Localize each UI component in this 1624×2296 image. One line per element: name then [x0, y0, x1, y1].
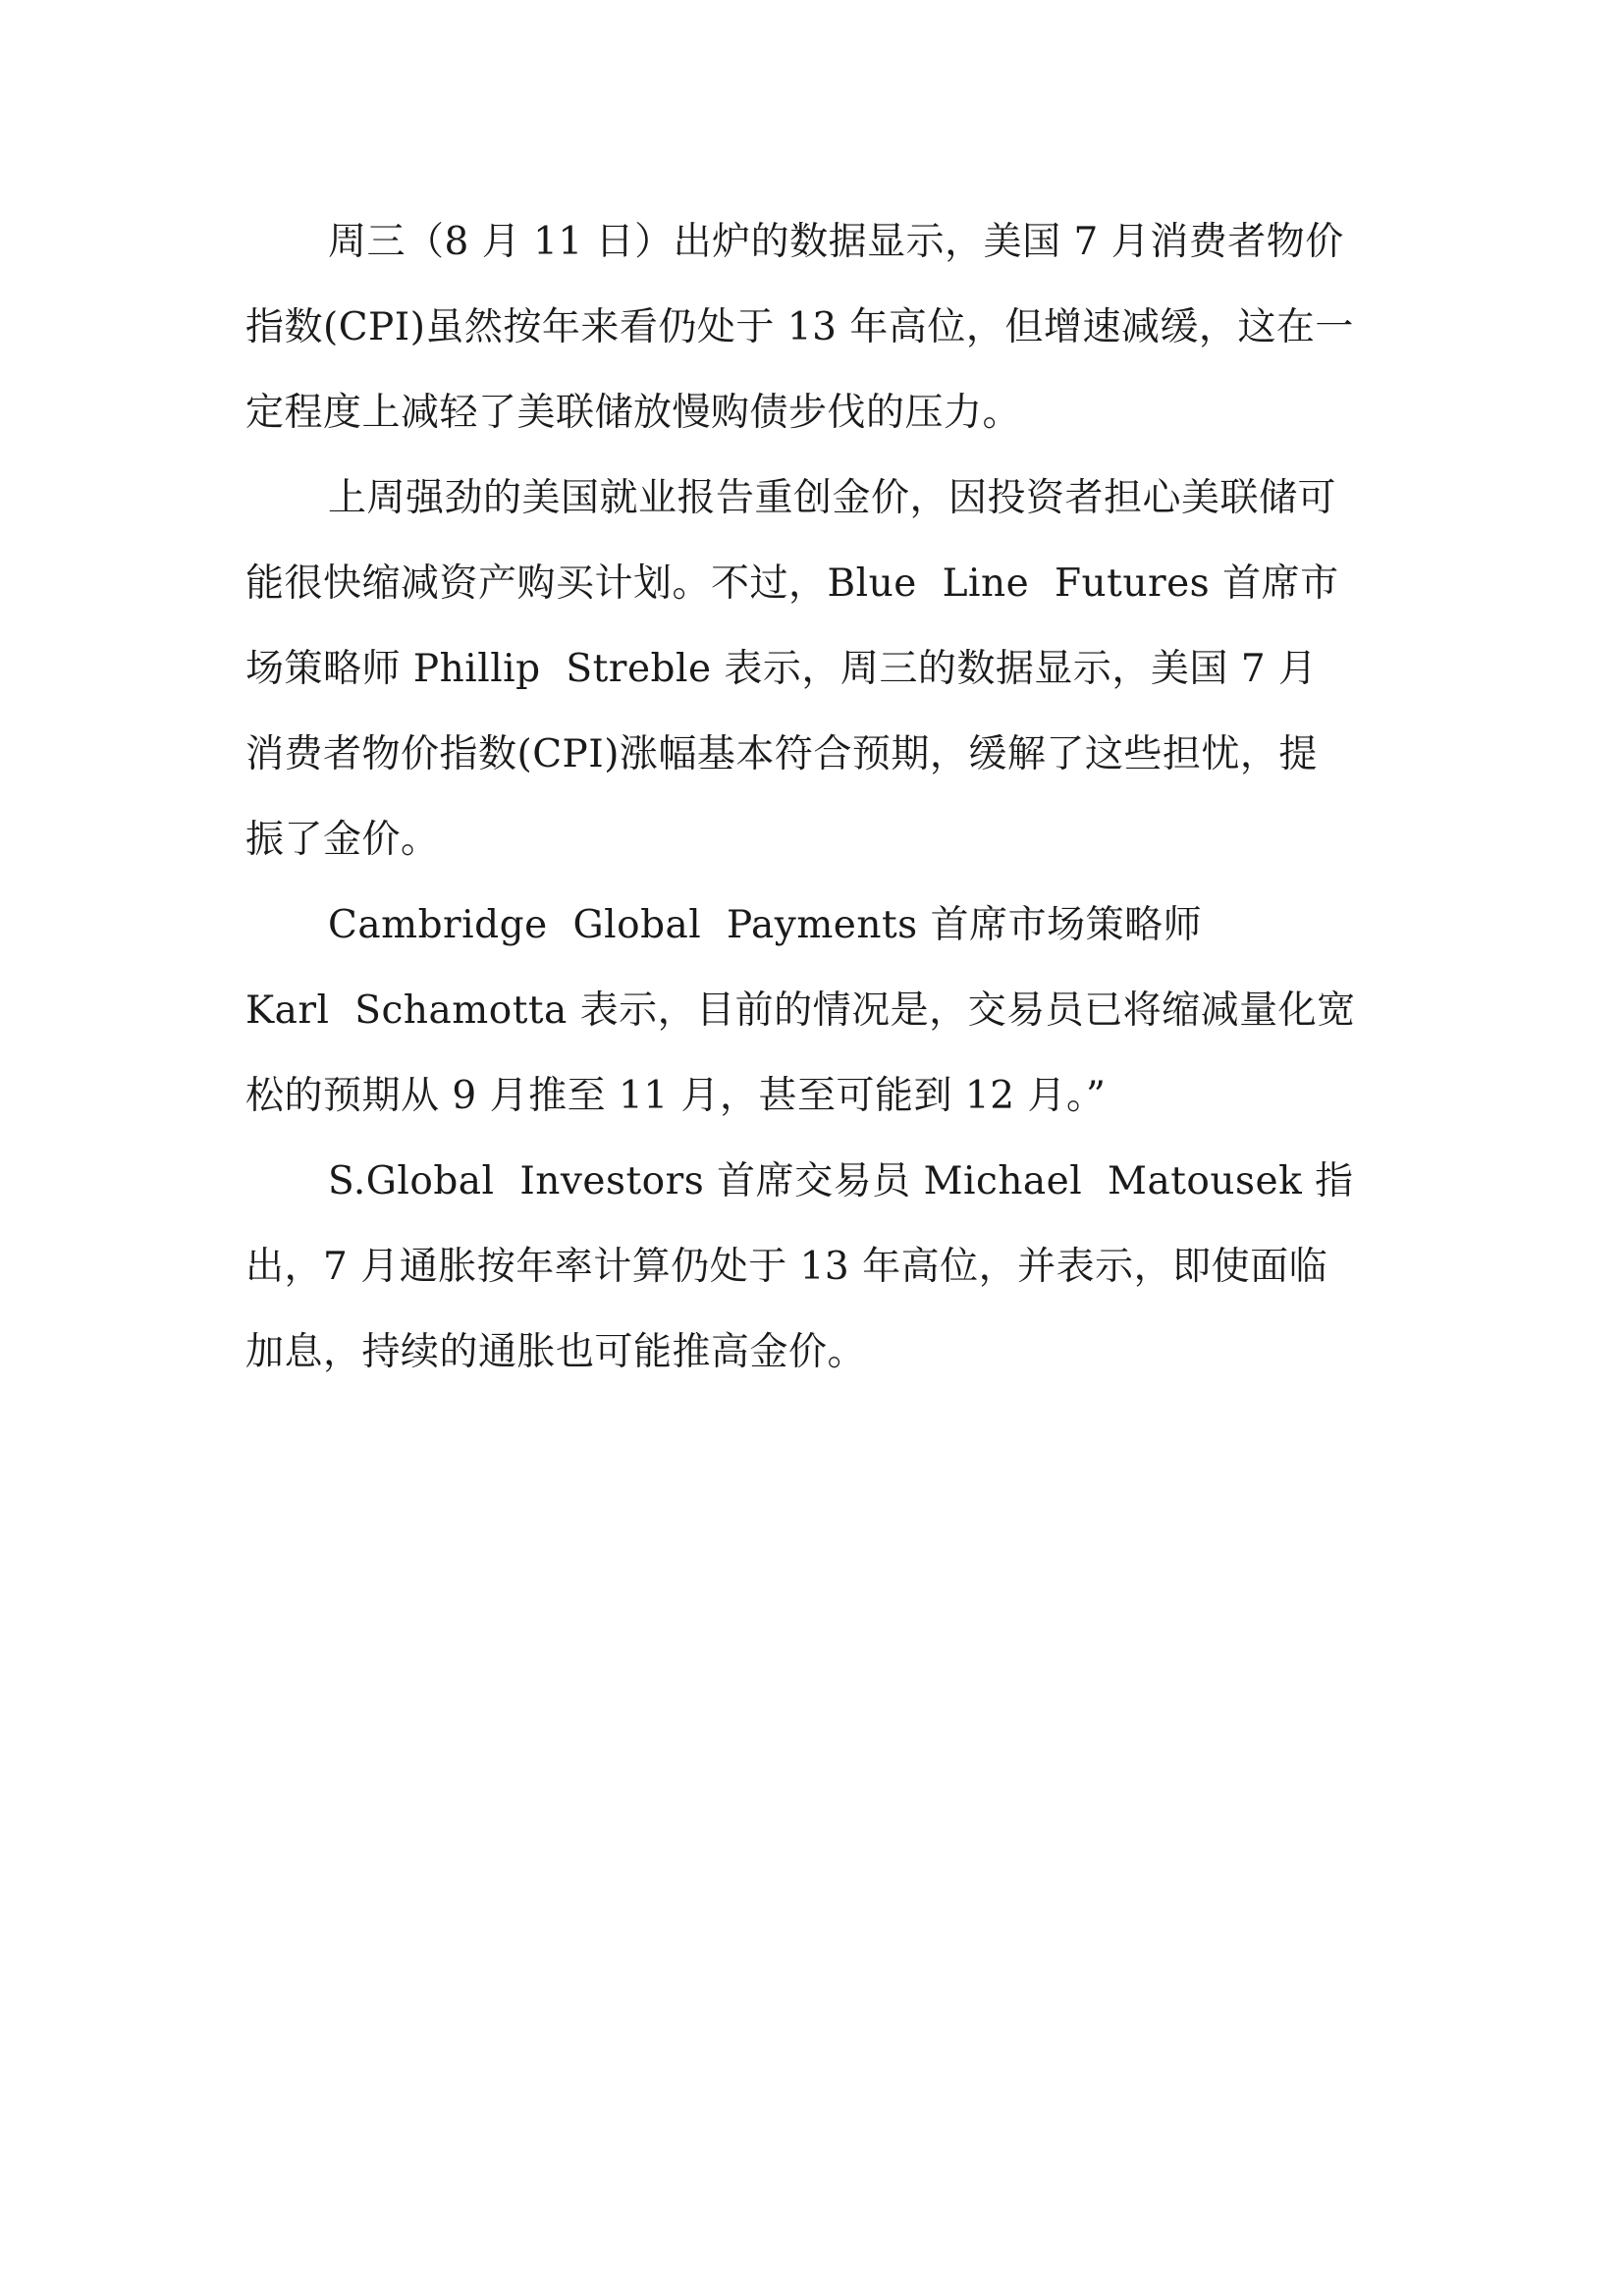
paragraph-line: 定程度上减轻了美联储放慢购债步伐的压力。: [245, 391, 1022, 435]
paragraph-line: Cambridge Global Payments 首席市场策略师: [328, 903, 1203, 947]
paragraph-line: 能很快缩减资产购买计划。不过，Blue Line Futures 首席市: [245, 561, 1339, 606]
paragraph-line: 消费者物价指数(CPI)涨幅基本符合预期，缓解了这些担忧，提: [245, 732, 1318, 776]
paragraph-line: 振了金价。: [245, 818, 440, 862]
paragraph-1: [245, 199, 1394, 455]
paragraph-line: 松的预期从 9 月推至 11 月，甚至可能到 12 月。”: [245, 1074, 1107, 1118]
document-body: [245, 199, 1394, 1395]
paragraph-line: 出，7 月通胀按年率计算仍处于 13 年高位，并表示，即使面临: [245, 1245, 1328, 1289]
paragraph-3: [245, 882, 1394, 1139]
paragraph-line: 场策略师 Phillip Streble 表示，周三的数据显示，美国 7 月: [245, 647, 1318, 691]
paragraph-line: 周三（8 月 11 日）出炉的数据显示，美国 7 月消费者物价: [328, 220, 1344, 264]
paragraph-2: [245, 455, 1394, 882]
paragraph-4: [245, 1139, 1394, 1395]
paragraph-line: 上周强劲的美国就业报告重创金价，因投资者担心美联储可: [328, 476, 1337, 520]
paragraph-line: 加息，持续的通胀也可能推高金价。: [245, 1330, 867, 1374]
paragraph-line: 指数(CPI)虽然按年来看仍处于 13 年高位，但增速减缓，这在一: [245, 305, 1354, 349]
paragraph-line: Karl Schamotta 表示，目前的情况是，交易员已将缩减量化宽: [245, 988, 1356, 1033]
paragraph-line: S.Global Investors 首席交易员 Michael Matousek 指: [328, 1159, 1354, 1203]
